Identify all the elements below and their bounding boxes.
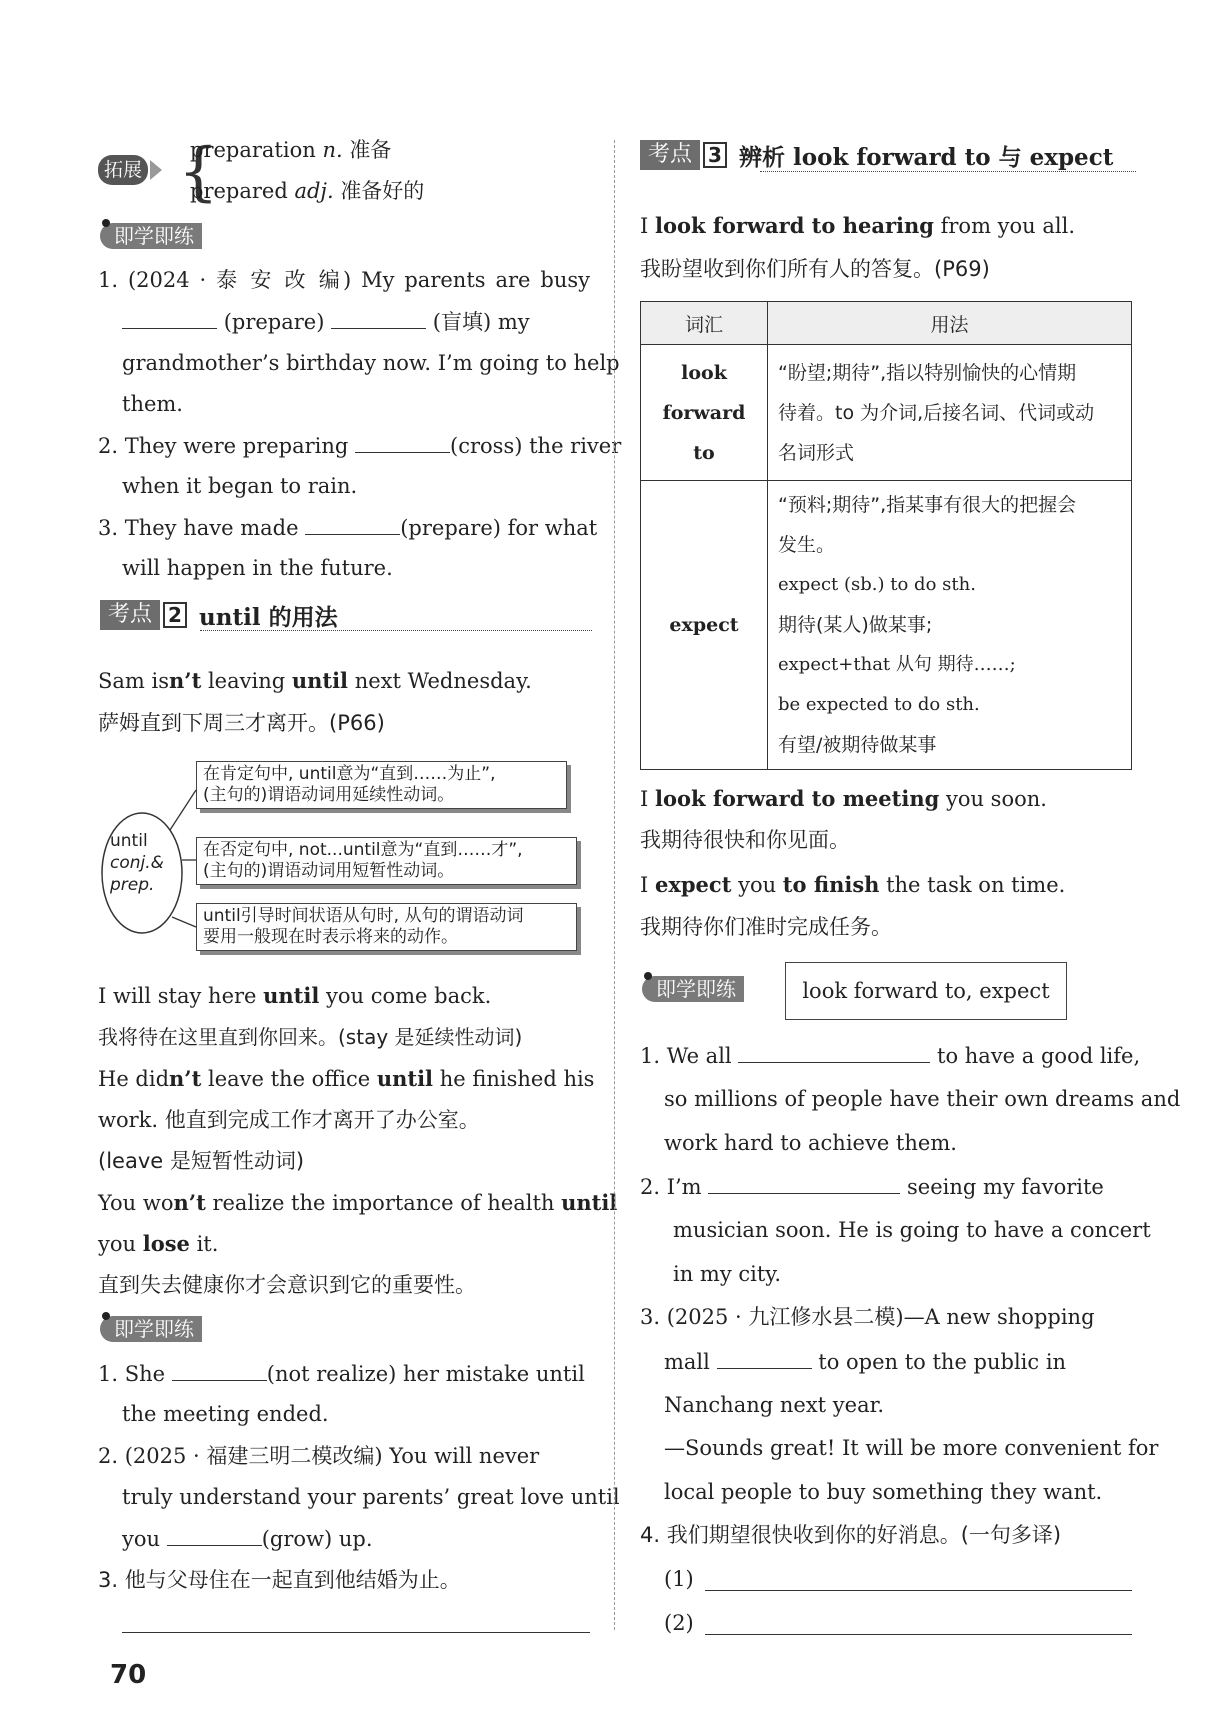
- ex2-q1-line-b: the meeting ended.: [122, 1402, 329, 1426]
- kd3-e2-cn: 我期待你们准时完成任务。: [640, 915, 892, 939]
- ex3-q4-2: (2): [664, 1611, 694, 1635]
- practice-label-2: 即学即练: [100, 1316, 202, 1342]
- answer-blank[interactable]: [717, 1348, 812, 1369]
- table-header-usage: 用法: [768, 302, 1132, 345]
- ex3-q2-line-a: 2. I’m seeing my favorite: [640, 1175, 1104, 1199]
- page-number: 70: [110, 1660, 147, 1690]
- ex3-q3-line-d: —Sounds great! It will be more convenient for: [664, 1436, 1159, 1460]
- ex1-q2-line-b: when it began to rain.: [122, 474, 358, 498]
- diagram-box-affirmative: 在肯定句中, until意为“直到……为止”, (主句的)谓语动词用延续性动词。: [196, 761, 567, 809]
- answer-blank[interactable]: [738, 1042, 930, 1063]
- expand-brace: {: [178, 135, 219, 209]
- ex2-q3: 3. 他与父母住在一起直到他结婚为止。: [98, 1568, 461, 1592]
- kd2-title: until 的用法: [199, 603, 338, 631]
- table-row: [641, 481, 1132, 770]
- answer-blank[interactable]: [167, 1525, 262, 1546]
- expand-arrow-icon: [150, 160, 162, 180]
- table-row: [641, 345, 1132, 481]
- kd2-header: [100, 600, 338, 630]
- expand-line-1: preparation n. 准备: [190, 138, 392, 162]
- ex3-q1-line-c: work hard to achieve them.: [664, 1131, 957, 1155]
- kd2-rule: [200, 630, 592, 631]
- kd2-e3-en: You won’t realize the importance of health until: [98, 1190, 618, 1215]
- expand-line-2: prepared adj. 准备好的: [190, 179, 425, 203]
- kd3-label: 考点: [640, 140, 700, 170]
- ex2-q2-line-b: truly understand your parents’ great love until: [122, 1485, 620, 1509]
- ex2-q3-answer-line[interactable]: [122, 1632, 590, 1633]
- ex2-q2-line-a: 2. (2025 · 福建三明二模改编) You will never: [98, 1444, 540, 1468]
- ex3-q4: 4. 我们期望很快收到你的好消息。(一句多译): [640, 1523, 1062, 1547]
- ex1-q1-line-d: them.: [122, 392, 183, 416]
- word-bank-box: look forward to, expect: [785, 962, 1067, 1020]
- table-cell-word: look forward to: [641, 345, 768, 481]
- kd2-e1-cn: 我将待在这里直到你回来。(stay 是延续性动词): [98, 1025, 523, 1049]
- kd3-rule: [760, 171, 1136, 172]
- kd3-e1-en: I look forward to meeting you soon.: [640, 786, 1047, 811]
- kd2-num: 2: [163, 602, 187, 628]
- kd2-example-en: Sam isn’t leaving until next Wednesday.: [98, 668, 532, 693]
- ex3-q3-line-a: 3. (2025 · 九江修水县二模)—A new shopping: [640, 1305, 1095, 1329]
- kd3-header: [640, 140, 1113, 170]
- comparison-table: [640, 301, 1132, 770]
- kd3-e1-cn: 我期待很快和你见面。: [640, 828, 850, 852]
- ex3-q4-1-answer-line[interactable]: [705, 1590, 1132, 1591]
- kd2-e2-en: He didn’t leave the office until he finished his: [98, 1066, 595, 1091]
- answer-blank[interactable]: [708, 1173, 900, 1194]
- ex1-q3-line-a: 3. They have made (prepare) for what: [98, 516, 598, 540]
- ex3-q3-line-e: local people to buy something they want.: [664, 1480, 1103, 1504]
- ex3-q3-line-b: mall to open to the public in: [664, 1350, 1067, 1374]
- table-cell-usage: “预料;期待”,指某事有很大的把握会 发生。 expect (sb.) to do sth. 期待(某人)做某事; expect+that 从句 期待……; be expected to do sth. 有望/被期待做某事: [768, 481, 1132, 770]
- kd2-e2-note: (leave 是短暂性动词): [98, 1149, 305, 1173]
- ex3-q4-2-answer-line[interactable]: [705, 1634, 1132, 1635]
- kd2-label: 考点: [100, 600, 160, 630]
- practice-label-1: 即学即练: [100, 223, 202, 249]
- diagram-box-negative: 在否定句中, not...until意为“直到……才”, (主句的)谓语动词用短暂性动词。: [196, 837, 577, 885]
- kd2-e3-en-2: you lose it.: [98, 1231, 219, 1256]
- kd3-example-en: I look forward to hearing from you all.: [640, 213, 1075, 238]
- ex3-q3-line-c: Nanchang next year.: [664, 1393, 884, 1417]
- practice-label-3: 即学即练: [642, 976, 744, 1002]
- kd2-example-cn: 萨姆直到下周三才离开。(P66): [98, 711, 385, 735]
- kd3-e2-en: I expect you to finish the task on time.: [640, 872, 1066, 897]
- answer-blank[interactable]: [122, 308, 217, 329]
- ex2-q2-line-c: you (grow) up.: [122, 1527, 373, 1551]
- ex3-q1-line-b: so millions of people have their own dreams and: [664, 1087, 1181, 1111]
- table-header-word: 词汇: [641, 302, 768, 345]
- kd3-example-cn: 我盼望收到你们所有人的答复。(P69): [640, 257, 990, 281]
- until-diagram: [100, 755, 590, 965]
- diagram-center: until conj.& prep.: [110, 831, 164, 895]
- ex1-q1-line-c: grandmother’s birthday now. I’m going to help: [122, 351, 620, 375]
- answer-blank[interactable]: [355, 432, 450, 453]
- kd3-num: 3: [703, 142, 727, 168]
- diagram-box-clause: until引导时间状语从句时, 从句的谓语动词 要用一般现在时表示将来的动作。: [196, 903, 577, 951]
- kd2-e2-en-2: work. 他直到完成工作才离开了办公室。: [98, 1108, 480, 1132]
- kd2-e1-en: I will stay here until you come back.: [98, 983, 492, 1008]
- ex1-q3-line-b: will happen in the future.: [122, 556, 393, 580]
- expand-badge: 拓展: [98, 155, 148, 185]
- kd3-title: 辨析 look forward to 与 expect: [739, 143, 1114, 171]
- ex3-q2-line-b: musician soon. He is going to have a concert: [673, 1218, 1151, 1242]
- ex1-q1-line-b: (prepare) (盲填) my: [122, 308, 530, 335]
- ex2-q1-line-a: 1. She (not realize) her mistake until: [98, 1362, 585, 1386]
- ex3-q4-1: (1): [664, 1567, 694, 1591]
- table-header-row: [641, 302, 1132, 345]
- kd2-e3-cn: 直到失去健康你才会意识到它的重要性。: [98, 1273, 476, 1297]
- table-cell-usage: “盼望;期待”,指以特别愉快的心情期 待着。to 为介词,后接名词、代词或动 名词形式: [768, 345, 1132, 481]
- column-divider: [614, 140, 615, 1630]
- answer-blank[interactable]: [331, 308, 426, 329]
- ex3-q2-line-c: in my city.: [673, 1262, 782, 1286]
- answer-blank[interactable]: [172, 1360, 267, 1381]
- table-cell-word: expect: [641, 481, 768, 770]
- ex3-q1-line-a: 1. We all to have a good life,: [640, 1044, 1141, 1068]
- answer-blank[interactable]: [305, 514, 400, 535]
- ex1-q1-line-a: 1. (2024 · 泰 安 改 编) My parents are busy: [98, 268, 590, 292]
- ex1-q2-line-a: 2. They were preparing (cross) the river: [98, 434, 622, 458]
